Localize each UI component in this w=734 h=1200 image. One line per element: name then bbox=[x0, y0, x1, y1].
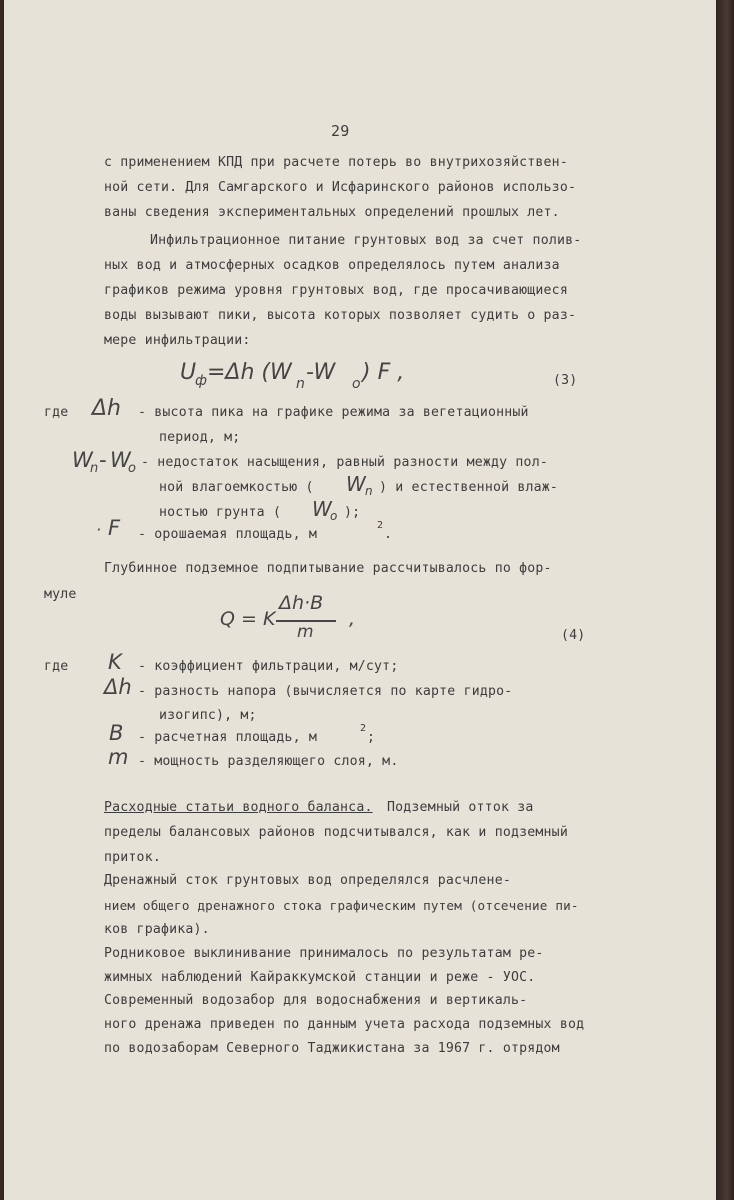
page-binding-edge bbox=[716, 0, 734, 1200]
text-line: ных вод и атмосферных осадков определялось путем анализа bbox=[104, 258, 560, 273]
text-line: приток. bbox=[104, 850, 161, 865]
text-line: - высота пика на графике режима за вегетационный bbox=[138, 405, 529, 420]
formula-text: Q = K bbox=[220, 608, 276, 630]
symbol-w: W bbox=[72, 448, 93, 472]
text-line: Глубинное подземное подпитывание рассчитывалось по фор- bbox=[104, 561, 552, 576]
symbol-delta-h: Δh bbox=[104, 675, 132, 699]
text-line: - расчетная площадь, м bbox=[138, 730, 318, 745]
text-line: муле bbox=[44, 587, 77, 602]
formula-number: (3) bbox=[553, 373, 578, 388]
symbol-m: m bbox=[108, 745, 129, 769]
text-line: Дренажный сток грунтовых вод определялся расчлене- bbox=[104, 873, 511, 888]
where-label: где bbox=[44, 659, 69, 674]
symbol-subscript: o bbox=[128, 461, 136, 476]
text-line: с применением КПД при расчете потерь во внутрихозяйствен- bbox=[104, 155, 568, 170]
text-line: Подземный отток за bbox=[387, 800, 534, 815]
text-line: Современный водозабор для водоснабжения и вертикаль- bbox=[104, 993, 528, 1008]
formula-denominator: m bbox=[297, 622, 314, 642]
text-line: ); bbox=[344, 505, 361, 520]
text-line: ваны сведения экспериментальных определений прошлых лет. bbox=[104, 205, 560, 220]
text-line: ностью грунта ( bbox=[159, 505, 282, 520]
section-heading: Расходные статьи водного баланса. bbox=[104, 800, 373, 815]
symbol-subscript: n bbox=[365, 484, 373, 498]
formula-text: -W bbox=[306, 360, 336, 385]
formula-text: ) F , bbox=[362, 360, 405, 385]
text-line: период, м; bbox=[159, 430, 241, 445]
text-line: - орошаемая площадь, м bbox=[138, 527, 318, 542]
formula-subscript: o bbox=[352, 376, 361, 392]
text-line: - недостаток насыщения, равный разности между пол- bbox=[141, 455, 548, 470]
text-line: ной влагоемкостью ( bbox=[159, 480, 314, 495]
text-line: по водозаборам Северного Таджикистана за 1967 г. отрядом bbox=[104, 1041, 560, 1056]
symbol-subscript: o bbox=[330, 509, 338, 523]
text-line: ной сети. Для Самгарского и Исфаринского районов использо- bbox=[104, 180, 577, 195]
document-page bbox=[4, 0, 716, 1200]
symbol-wn-inline: W bbox=[346, 472, 366, 496]
text-line: Инфильтрационное питание грунтовых вод за счет полив- bbox=[150, 233, 582, 248]
text-line: ков графика). bbox=[104, 922, 210, 937]
text-line: пределы балансовых районов подсчитывался, как и подземный bbox=[104, 825, 568, 840]
text-line: - коэффициент фильтрации, м/сут; bbox=[138, 659, 399, 674]
formula-number: (4) bbox=[561, 628, 586, 643]
text-line: мере инфильтрации: bbox=[104, 333, 251, 348]
text-line: жимных наблюдений Кайраккумской станции и реже - УОС. bbox=[104, 970, 536, 985]
symbol-w0-inline: W bbox=[312, 497, 332, 521]
symbol-B: B bbox=[109, 721, 124, 745]
symbol-dash: - bbox=[99, 448, 107, 472]
where-label: где bbox=[44, 405, 69, 420]
text-line: Родниковое выклинивание принималось по результатам ре- bbox=[104, 946, 544, 961]
superscript: 2 bbox=[360, 723, 367, 734]
text-line: изогипс), м; bbox=[159, 708, 257, 723]
text-line: воды вызывают пики, высота которых позволяет судить о раз- bbox=[104, 308, 577, 323]
text-line: нием общего дренажного стока графическим путем (отсечение пи- bbox=[104, 898, 579, 913]
superscript: 2 bbox=[377, 520, 384, 531]
text-line: - разность напора (вычисляется по карте гидро- bbox=[138, 684, 513, 699]
symbol-delta-h: Δh bbox=[92, 396, 121, 421]
text-line: . bbox=[384, 527, 393, 542]
text-line: - мощность разделяющего слоя, м. bbox=[138, 754, 399, 769]
text-line: графиков режима уровня грунтовых вод, где просачивающиеся bbox=[104, 283, 568, 298]
text-line: ного дренажа приведен по данным учета расхода подземных вод bbox=[104, 1017, 585, 1032]
symbol-w: W bbox=[110, 448, 131, 472]
symbol-subscript: n bbox=[90, 461, 99, 476]
text-line: ; bbox=[367, 730, 376, 745]
formula-comma: , bbox=[349, 608, 356, 630]
formula-numerator: Δh·B bbox=[279, 592, 324, 614]
formula-symbol: U bbox=[180, 360, 197, 385]
symbol-F: F bbox=[108, 516, 121, 540]
page-number: 29 bbox=[331, 122, 350, 140]
formula-subscript: n bbox=[296, 376, 305, 392]
text-line: ) и естественной влаж- bbox=[379, 480, 559, 495]
symbol-K: K bbox=[108, 650, 122, 674]
formula-text: =Δh (W bbox=[207, 360, 292, 385]
symbol-dot: · bbox=[96, 520, 102, 539]
formula-subscript: ф bbox=[195, 373, 207, 389]
